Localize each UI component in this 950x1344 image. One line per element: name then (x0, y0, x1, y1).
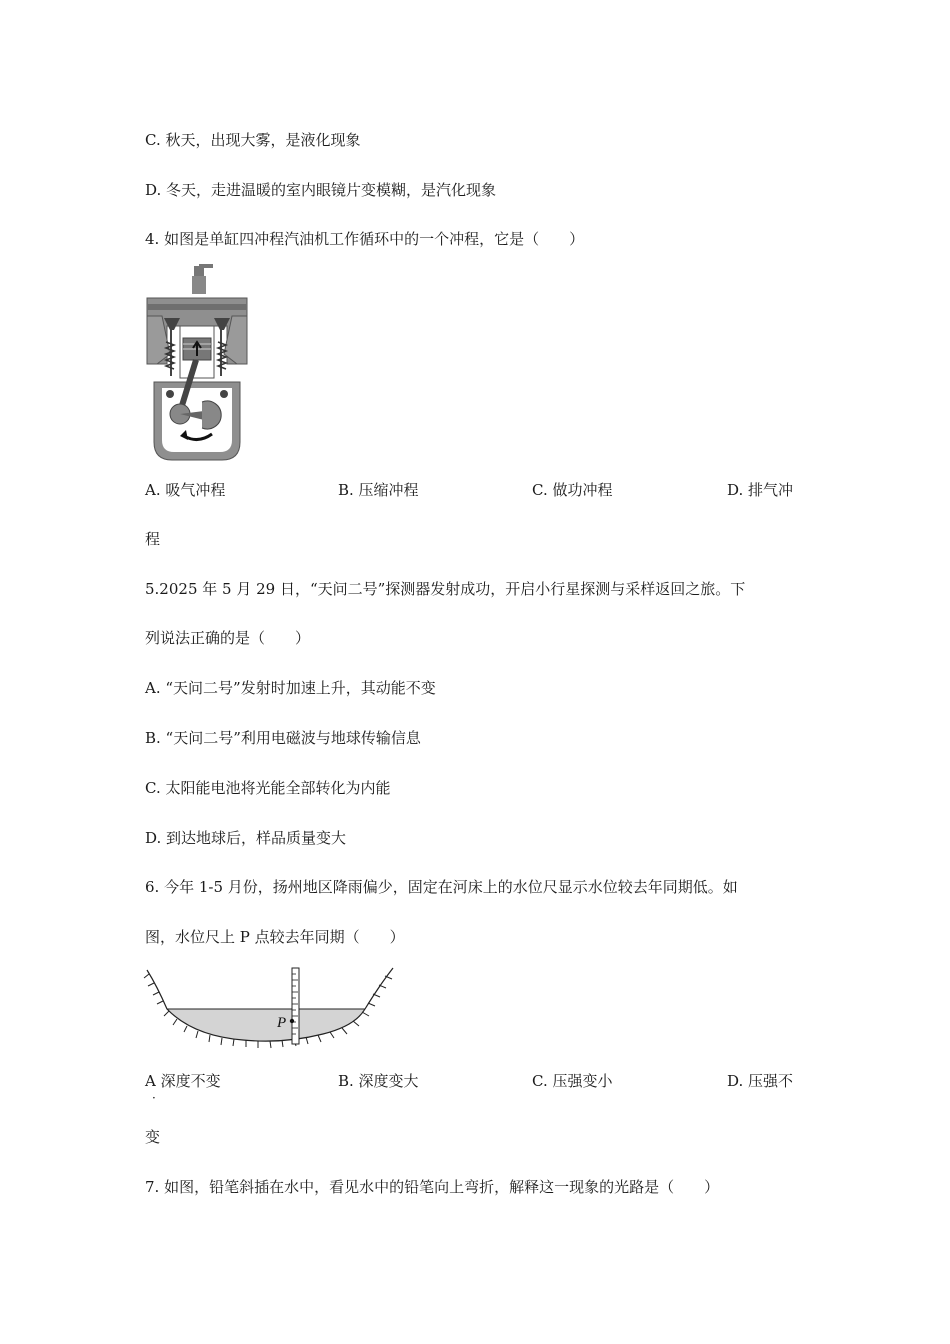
q5-option-c: C. 太阳能电池将光能全部转化为内能 (145, 779, 391, 797)
q3-option-d: D. 冬天，走进温暖的室内眼镜片变模糊，是汽化现象 (145, 181, 497, 199)
q6-option-b: B. 深度变大 (338, 1072, 419, 1090)
q6-stem-line1: 6. 今年 1-5 月份，扬州地区降雨偏少，固定在河床上的水位尺显示水位较去年同期低。如 (145, 878, 738, 896)
q4-option-d-wrap: 程 (145, 530, 161, 548)
q6-option-d: D. 压强不 (727, 1072, 794, 1090)
q6-option-d-wrap: 变 (145, 1128, 161, 1146)
point-p-label: P (277, 1015, 287, 1031)
q4-option-c: C. 做功冲程 (532, 481, 613, 499)
q4-stem: 4. 如图是单缸四冲程汽油机工作循环中的一个冲程，它是（ ） (145, 230, 585, 248)
q5-option-a: A. “天问二号”发射时加速上升，其动能不变 (145, 679, 436, 697)
riverbed-diagram (143, 964, 403, 1056)
q4-option-a: A. 吸气冲程 (145, 481, 226, 499)
q6-option-a: A 深度不变 (145, 1072, 221, 1090)
q4-option-b: B. 压缩冲程 (338, 481, 419, 499)
q5-option-d: D. 到达地球后，样品质量变大 (145, 829, 347, 847)
q6-option-c: C. 压强变小 (532, 1072, 613, 1090)
q4-option-d: D. 排气冲 (727, 481, 794, 499)
engine-diagram (142, 264, 252, 464)
q5-stem-line2: 列说法正确的是（ ） (145, 629, 311, 647)
q5-option-b: B. “天问二号”利用电磁波与地球传输信息 (145, 729, 421, 747)
q5-stem-line1: 5.2025 年 5 月 29 日，“天问二号”探测器发射成功，开启小行星探测与采样返回之旅。下 (145, 580, 746, 598)
point-p-dot (290, 1019, 294, 1023)
q6-option-a-dot: · (152, 1091, 156, 1105)
q7-stem: 7. 如图，铅笔斜插在水中，看见水中的铅笔向上弯折，解释这一现象的光路是（ ） (145, 1178, 720, 1196)
q3-option-c: C. 秋天，出现大雾，是液化现象 (145, 131, 361, 149)
q6-stem-line2: 图，水位尺上 P 点较去年同期（ ） (145, 928, 405, 946)
